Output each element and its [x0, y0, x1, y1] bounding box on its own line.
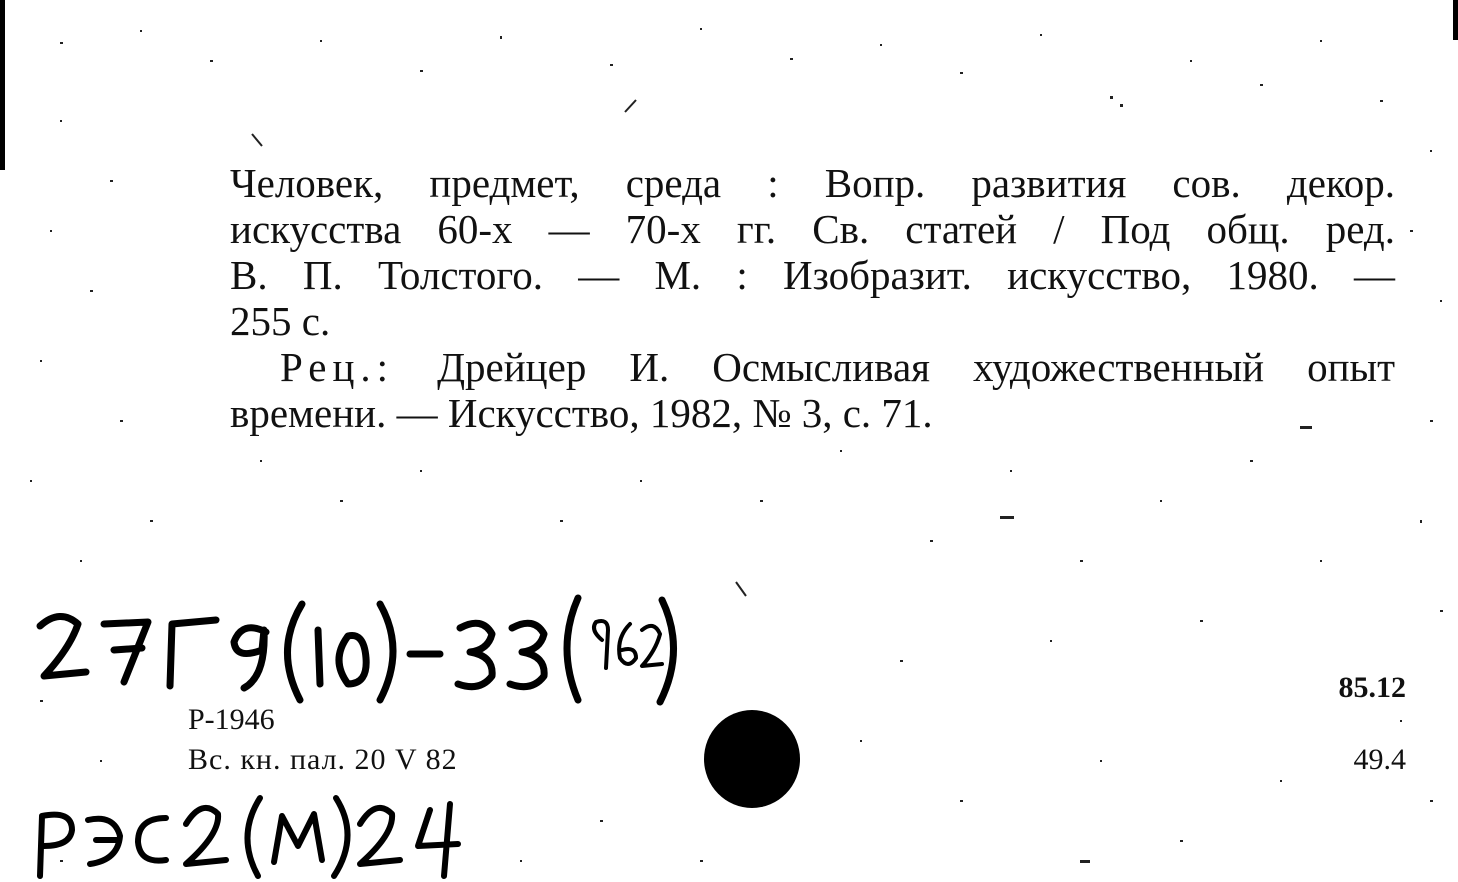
entry-line: Человек, предмет, среда : Вопр. развития сов. декор.	[230, 160, 1395, 206]
printed-code-2: Вс. кн. пал. 20 V 82	[188, 743, 458, 776]
punch-hole	[704, 710, 800, 808]
entry-line: В. П. Толстого. — М. : Изобразит. искусство, 1980. —	[230, 252, 1395, 298]
entry-line: искусства 60-х — 70-х гг. Св. статей / Под общ. ред.	[230, 206, 1395, 252]
review-label: Рец.:	[280, 344, 395, 390]
handwritten-classification-code	[30, 590, 680, 710]
handwritten-bottom-code	[30, 790, 480, 880]
right-number-2: 49.4	[1353, 743, 1406, 776]
review-line	[230, 344, 1395, 390]
review-text: Дрейцер И. Осмысливая художественный опыт	[394, 344, 1395, 390]
right-number-1: 85.12	[1338, 671, 1406, 704]
printed-code-1: Р-1946	[188, 703, 275, 736]
review-line: времени. — Искусство, 1982, № 3, с. 71.	[230, 390, 933, 436]
bibliographic-entry	[230, 160, 1395, 436]
entry-line: 255 с.	[230, 298, 331, 344]
